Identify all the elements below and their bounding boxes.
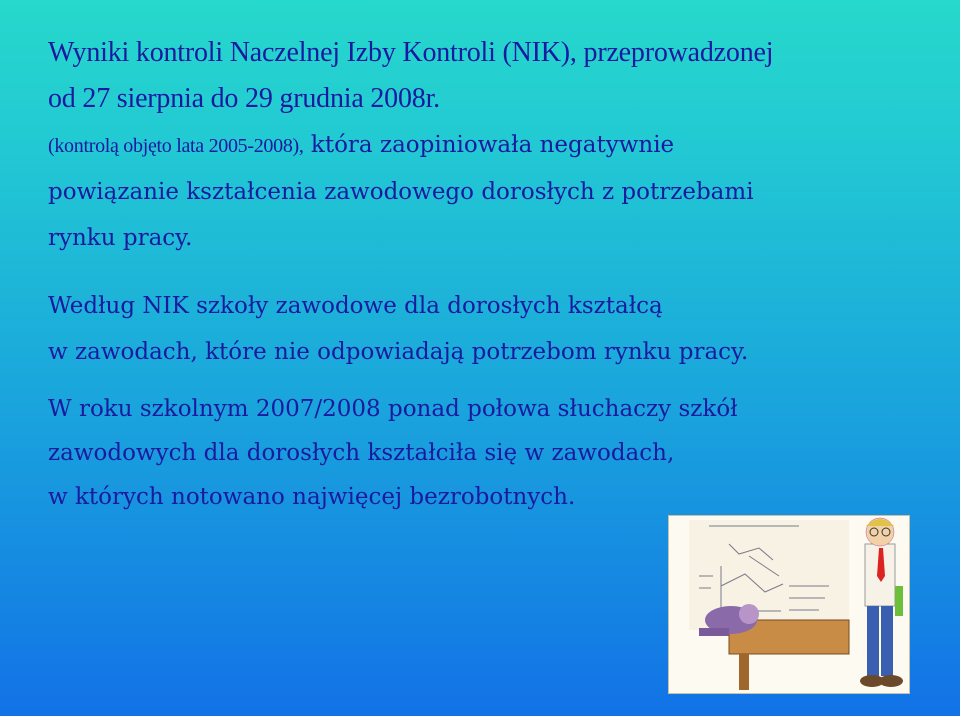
teacher-and-student-image bbox=[669, 516, 909, 693]
p2-line-3: rynku pracy. bbox=[48, 225, 193, 251]
teacher-shoe-right bbox=[879, 675, 903, 687]
p3-line-2: w zawodach, które nie odpowiadają potrzebom rynku pracy. bbox=[48, 339, 749, 365]
student-arm bbox=[699, 628, 729, 636]
paragraph-nik-control bbox=[48, 30, 938, 122]
cartoon-illustration bbox=[668, 515, 910, 694]
teacher-book bbox=[895, 586, 903, 616]
desk-leg bbox=[739, 654, 749, 690]
p2-line-1-rest: która zaopiniowała negatywnie bbox=[303, 132, 675, 158]
p2-line-2: powiązanie kształcenia zawodowego dorosłych z potrzebami bbox=[48, 179, 754, 205]
paragraph-negative-opinion bbox=[48, 122, 938, 261]
teacher-hair bbox=[866, 519, 894, 526]
p4-line-3: w których notowano najwięcej bezrobotnych. bbox=[48, 484, 576, 510]
p4-line-2: zawodowych dla dorosłych kształciła się w zawodach, bbox=[48, 440, 675, 466]
paragraph-school-year bbox=[48, 387, 938, 519]
paragraph-nik-schools bbox=[48, 283, 938, 375]
p4-line-1: W roku szkolnym 2007/2008 ponad połowa słuchaczy szkół bbox=[48, 396, 738, 422]
p1-line-2: od 27 sierpnia do 29 grudnia 2008r. bbox=[48, 83, 440, 114]
p2-scope-note: (kontrolą objęto lata 2005-2008), bbox=[48, 135, 304, 157]
student-head bbox=[739, 604, 759, 624]
teacher-leg-left bbox=[867, 606, 879, 676]
p1-line-1: Wyniki kontroli Naczelnej Izby Kontroli (NIK), przeprowadzonej bbox=[48, 37, 774, 68]
teacher-leg-right bbox=[881, 606, 893, 676]
p3-line-1: Według NIK szkoły zawodowe dla dorosłych kształcą bbox=[48, 293, 663, 319]
